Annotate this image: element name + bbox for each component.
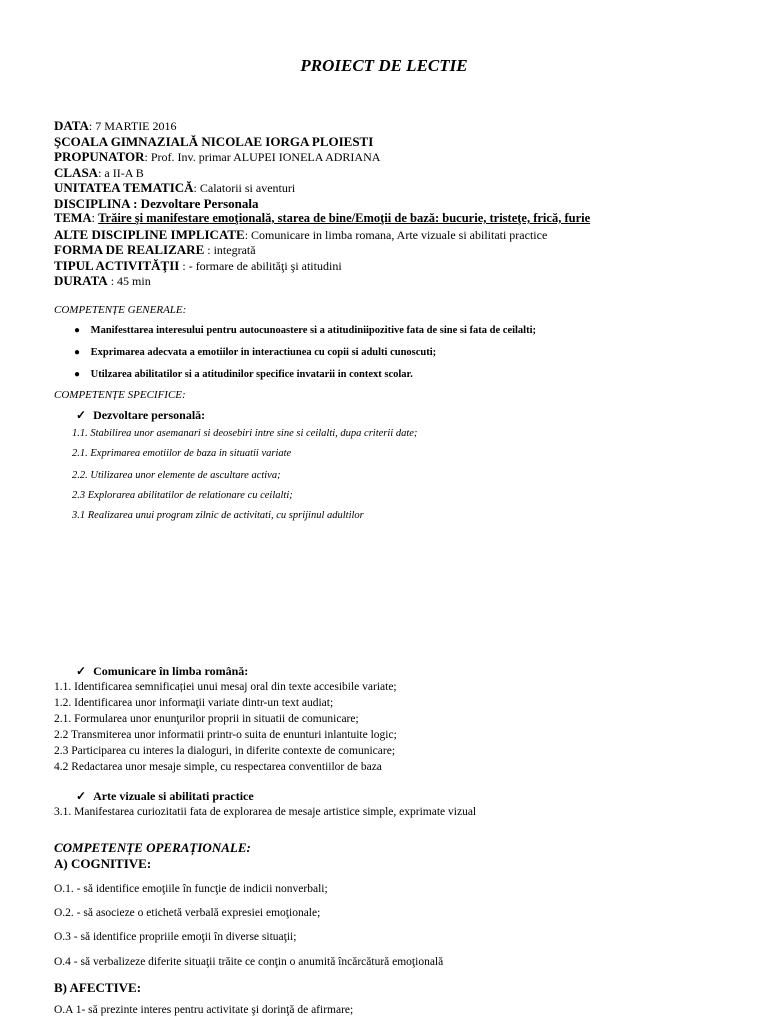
arte-heading-text: Arte vizuale si abilitati practice [93, 789, 254, 803]
general-item [74, 347, 436, 358]
header-data-value: : 7 MARTIE 2016 [88, 119, 177, 133]
arte-item: 3.1. Manifestarea curiozitatii fata de explorarea de mesaje artistice simple, exprimate vizual [54, 806, 477, 818]
checkmark-icon: ✓ [76, 408, 87, 422]
competente-generale-title: COMPETENȚE GENERALE: [54, 304, 187, 316]
comunicare-item: 2.3 Participarea cu interes la dialoguri, in diferite contexte de comunicare; [54, 745, 396, 757]
comunicare-item: 1.1. Identificarea semnificației unui mesaj oral din texte accesibile variate; [54, 681, 397, 693]
header-propunator [54, 149, 380, 166]
header-unitatea-label: UNITATEA TEMATICĂ [54, 180, 194, 195]
page-title: PROIECT DE LECTIE [300, 56, 468, 75]
header-durata [54, 273, 151, 290]
checkmark-icon: ✓ [76, 664, 87, 678]
dezvoltare-item: 2.1. Exprimarea emotiilor de baza in situatii variate [72, 448, 292, 459]
header-clasa-value: : a II-A B [98, 165, 144, 180]
header-alte [54, 227, 547, 244]
header-tema-sep: : [91, 211, 99, 225]
comunicare-item: 1.2. Identificarea unor informaţii variate dintr-un text audiat; [54, 697, 334, 709]
header-unitatea-value: : Calatorii si aventuri [193, 181, 296, 195]
comunicare-item: 4.2 Redactarea unor mesaje simple, cu respectarea conventiilor de baza [54, 761, 382, 773]
comunicare-item: 2.1. Formularea unor enunţurilor proprii in situatii de comunicare; [54, 713, 359, 725]
comunicare-heading [76, 664, 248, 679]
bullet-icon: ● [74, 325, 81, 336]
cognitive-item: O.2. - să asocieze o etichetă verbală expresiei emoţionale; [54, 907, 321, 919]
dezvoltare-item: 3.1 Realizarea unui program zilnic de activitati, cu sprijinul adultilor [72, 510, 364, 521]
header-school [54, 134, 373, 150]
header-data [54, 118, 177, 135]
dezvoltare-item: 2.2. Utilizarea unor elemente de ascultare activa; [72, 470, 281, 481]
dezvoltare-heading-text: Dezvoltare personală: [93, 408, 206, 422]
header-clasa-label: CLASA [54, 164, 99, 180]
header-durata-value: : 45 min [107, 274, 151, 288]
cognitive-item: O.4 - să verbalizeze diferite situaţii trăite ce conţin o anumită încărcătură emoţională [54, 956, 444, 968]
header-tipul [54, 258, 342, 275]
general-item-text: Utilzarea abilitatilor si a atitudinilor specifice invatarii in context scolar. [90, 369, 413, 380]
general-item [74, 369, 413, 380]
header-forma [54, 242, 256, 259]
afective-item: O.A 1- să prezinte interes pentru activitate şi dorinţă de afirmare; [54, 1004, 354, 1016]
header-tipul-value: : - formare de abilităţi şi atitudini [179, 258, 342, 273]
afective-heading: B) AFECTIVE: [54, 980, 142, 995]
dezvoltare-item: 2.3 Explorarea abilitatilor de relationare cu ceilalti; [72, 490, 293, 501]
cognitive-item: O.1. - să identifice emoţiile în funcţie de indicii nonverbali; [54, 883, 328, 895]
bullet-icon: ● [74, 347, 81, 358]
header-alte-value: : Comunicare in limba romana, Arte vizuale si abilitati practice [244, 227, 548, 242]
header-tipul-label: TIPUL ACTIVITĂŢII [54, 257, 180, 273]
header-alte-label: ALTE DISCIPLINE IMPLICATE [54, 226, 245, 242]
header-forma-label: FORMA DE REALIZARE [54, 242, 205, 257]
header-disciplina [54, 196, 259, 212]
header-tema-label: TEMA [54, 211, 92, 225]
competente-operationale-title: COMPETENȚE OPERAȚIONALE: [54, 840, 251, 855]
comunicare-item: 2.2 Transmiterea unor informatii printr-o suita de enunturi inlantuite logic; [54, 729, 397, 741]
bullet-icon: ● [74, 369, 81, 380]
header-clasa [54, 165, 144, 182]
general-item-text: Exprimarea adecvata a emotiilor in interactiunea cu copii si adulti cunoscuti; [90, 347, 437, 358]
header-forma-value: : integrată [204, 243, 256, 257]
general-item [74, 325, 536, 336]
header-tema [54, 211, 590, 227]
cognitive-item: O.3 - să identifice propriile emoţii în diverse situaţii; [54, 931, 297, 943]
cognitive-heading: A) COGNITIVE: [54, 856, 152, 871]
dezvoltare-heading [76, 408, 205, 423]
header-disciplina-label: DISCIPLINA : Dezvoltare Personala [54, 195, 259, 211]
competente-specifice-title: COMPETENȚE SPECIFICE: [54, 389, 186, 401]
general-item-text: Manifesttarea interesului pentru autocunoastere si a atitudiniipozitive fata de sine si fata de ceilalti; [90, 325, 537, 336]
header-school-label: ŞCOALA GIMNAZIALĂ NICOLAE IORGA PLOIESTI [54, 133, 374, 149]
header-unitatea [54, 180, 295, 197]
checkmark-icon: ✓ [76, 789, 87, 803]
header-durata-label: DURATA [54, 273, 108, 288]
dezvoltare-item: 1.1. Stabilirea unor asemanari si deosebiri intre sine si ceilalti, dupa criterii date; [72, 428, 418, 439]
comunicare-heading-text: Comunicare în limba română: [93, 664, 249, 678]
header-data-label: DATA [54, 118, 89, 133]
header-tema-value: Trăire şi manifestare emoţională, starea de bine/Emoţii de bază: bucurie, tristeţe, frică, furie [98, 211, 591, 225]
arte-heading [76, 789, 254, 804]
header-propunator-label: PROPUNATOR [54, 149, 145, 164]
header-propunator-value: : Prof. Inv. primar ALUPEI IONELA ADRIANA [144, 150, 381, 164]
